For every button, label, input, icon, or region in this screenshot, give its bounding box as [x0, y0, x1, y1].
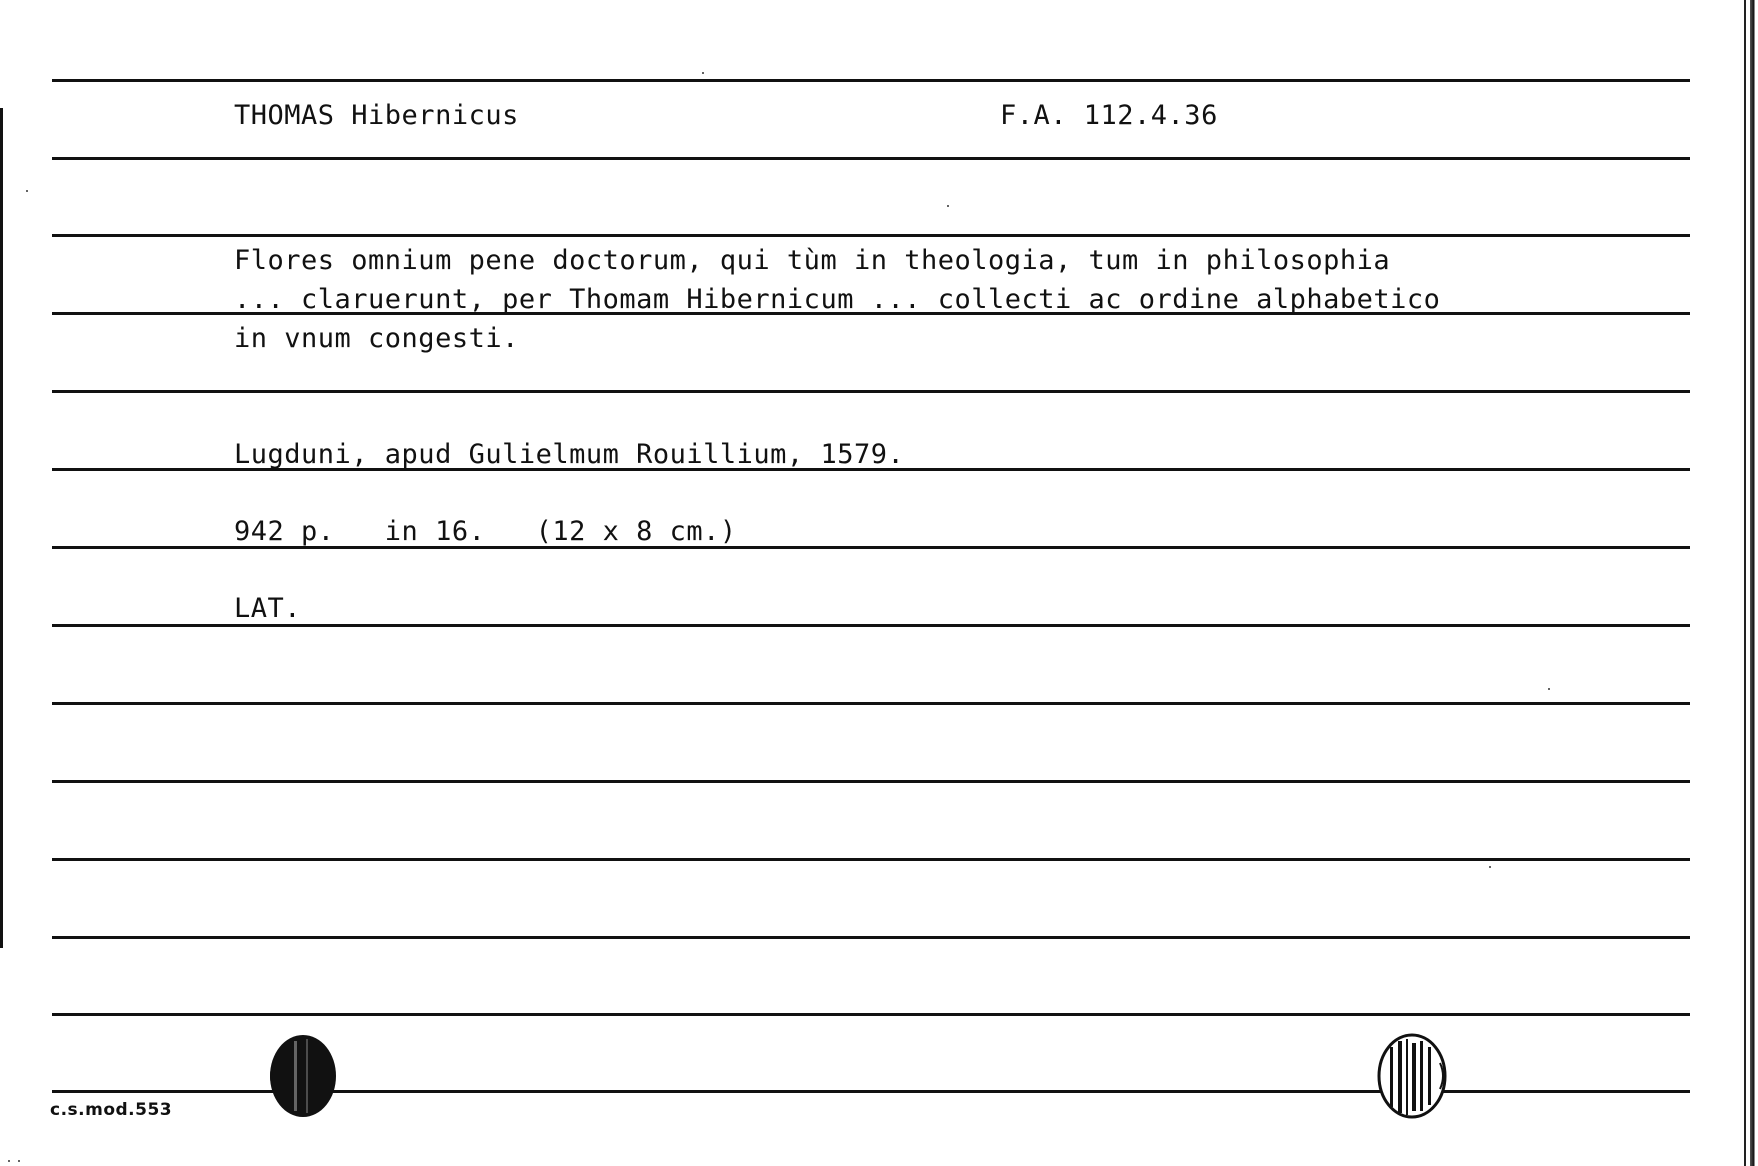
- left-card-edge: [0, 108, 3, 948]
- form-code: c.s.mod.553: [50, 1100, 173, 1120]
- title-line-3: in vnum congesti.: [234, 323, 519, 354]
- scan-speck: [947, 205, 949, 207]
- ruled-line: [52, 702, 1690, 705]
- ruled-line: [52, 1013, 1690, 1016]
- shelfmark: F.A. 112.4.36: [1000, 100, 1218, 131]
- language: LAT.: [234, 593, 302, 624]
- title-line-1: Flores omnium pene doctorum, qui tùm in theologia, tum in philosophia: [234, 245, 1391, 276]
- imprint: Lugduni, apud Gulielmum Rouillium, 1579.: [234, 439, 905, 470]
- ruled-line: [52, 234, 1690, 237]
- ruled-line: [52, 157, 1690, 160]
- ruled-line: [52, 390, 1690, 393]
- scan-speck: [26, 190, 28, 192]
- author-heading: THOMAS Hibernicus: [234, 100, 519, 131]
- collation: 942 p. in 16. (12 x 8 cm.): [234, 516, 737, 547]
- ruled-line: [52, 780, 1690, 783]
- ruled-line: [52, 936, 1690, 939]
- right-card-edge: [1741, 0, 1758, 1166]
- scan-speck: [1548, 688, 1550, 690]
- scan-speck: [1489, 866, 1491, 868]
- punch-hole-icon: [1376, 1033, 1448, 1119]
- ruled-line: [52, 858, 1690, 861]
- title-line-2: ... claruerunt, per Thomam Hibernicum ... collecti ac ordine alphabetico: [234, 284, 1441, 315]
- scan-speck: [18, 1160, 20, 1162]
- ruled-line: [52, 79, 1690, 82]
- scan-speck: [8, 1160, 10, 1162]
- scan-speck: [702, 72, 704, 74]
- punch-hole-icon: [266, 1033, 338, 1119]
